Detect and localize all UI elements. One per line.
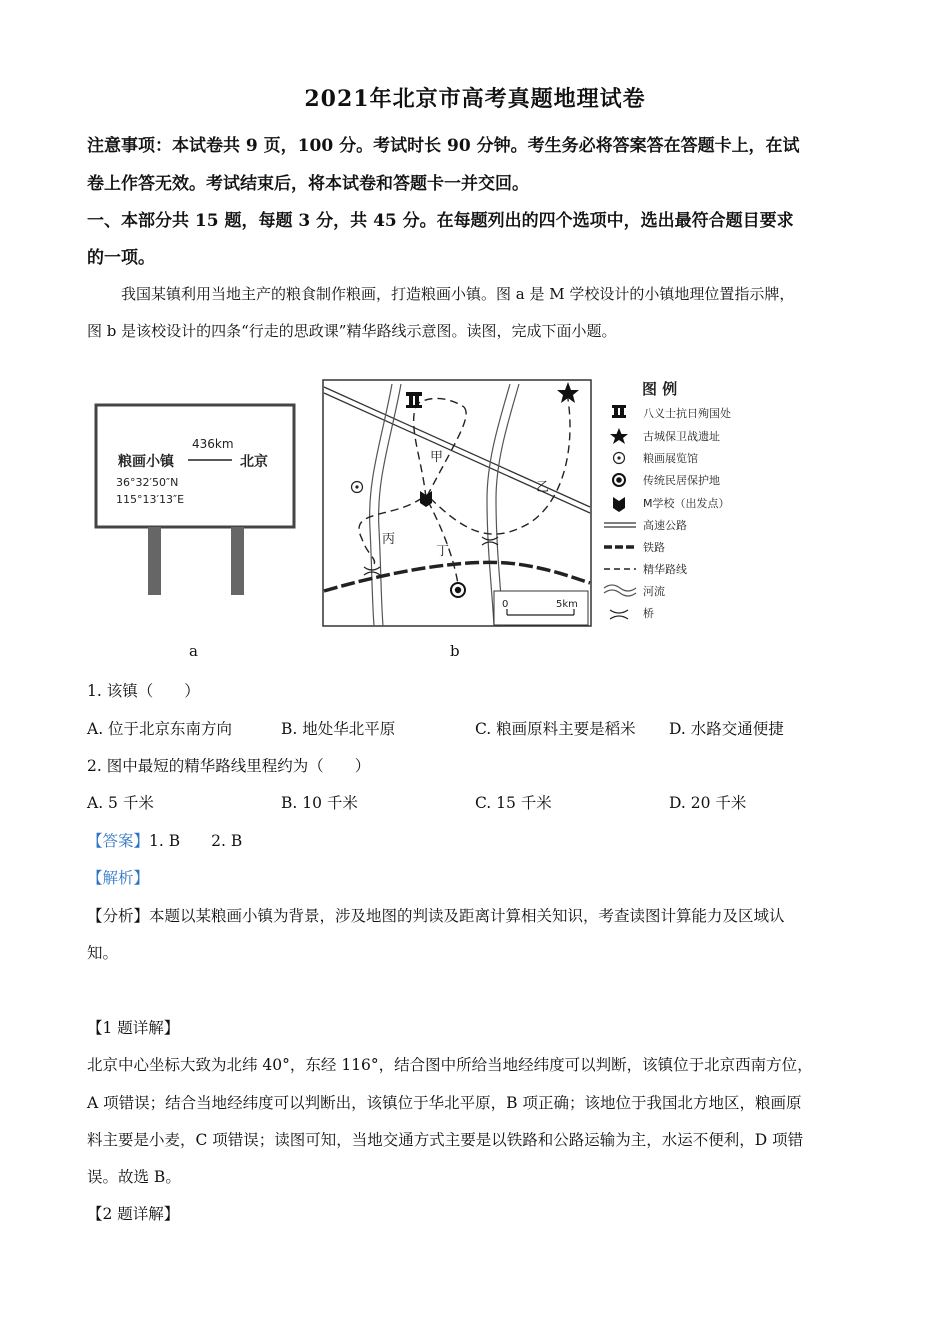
legend-item-3: 传统民居保护地 <box>643 474 720 487</box>
notice-line-2: 卷上作答无效。考试结束后，将本试卷和答题卡一并交回。 <box>87 174 529 194</box>
analysis-label: 【解析】 <box>87 869 150 887</box>
route-label-jia: 甲 <box>430 450 444 465</box>
legend-item-5: 高速公路 <box>643 519 687 532</box>
scale-end-label: 5km <box>556 599 578 610</box>
q2-option-c: C. 15 千米 <box>475 794 552 812</box>
figure-b-caption: b <box>450 642 460 660</box>
legend-item-2: 粮画展览馆 <box>643 452 698 465</box>
legend-bridge-icon <box>610 610 628 619</box>
figure-a-signpost <box>90 400 300 600</box>
legend-martyrs-memorial-icon <box>612 405 626 418</box>
page-title: 2021年北京市高考真题地理试卷 <box>304 86 646 112</box>
detail-2-heading: 【2 题详解】 <box>87 1205 180 1223</box>
sign-longitude: 115°13′13″E <box>116 493 185 506</box>
answer-line <box>87 829 242 851</box>
q1-option-a: A. 位于北京东南方向 <box>87 720 233 738</box>
detail-1-heading: 【1 题详解】 <box>87 1019 180 1037</box>
legend-item-4: M学校（出发点） <box>643 497 730 510</box>
scale-start-label: 0 <box>502 599 509 610</box>
traditional-dwelling-icon <box>451 583 465 597</box>
route-label-yi: 乙 <box>536 480 550 495</box>
legend-item-0: 八义士抗日殉国处 <box>643 407 731 420</box>
detail-1-line-3: 料主要是小麦，C 项错误；读图可知，当地交通方式主要是以铁路和公路运输为主，水运不便利，D 项错 <box>87 1131 804 1149</box>
figure-b-map <box>322 379 592 627</box>
legend-title: 图 例 <box>642 380 678 398</box>
q1-option-c: C. 粮画原料主要是稻米 <box>475 720 636 738</box>
sign-latitude: 36°32′50″N <box>116 476 179 489</box>
analysis-line-1: 【分析】本题以某粮画小镇为背景，涉及地图的判读及距离计算相关知识，考查读图计算能力及区域认 <box>87 907 785 925</box>
legend-dwelling-icon <box>613 474 625 486</box>
notice-line-1: 注意事项：本试卷共 9 页，100 分。考试时长 90 分钟。考生务必将答案答在答题卡上，在试 <box>87 136 800 156</box>
detail-1-line-4: 误。故选 B。 <box>87 1168 181 1186</box>
analysis-line-2: 知。 <box>87 944 119 962</box>
legend-star-icon <box>610 428 628 444</box>
q2-option-a: A. 5 千米 <box>87 794 154 812</box>
legend-item-8: 河流 <box>643 585 665 598</box>
map-legend <box>600 376 760 626</box>
detail-1-line-1: 北京中心坐标大致为北纬 40°，东经 116°，结合图中所给当地经纬度可以判断，该镇位于北京西南方位， <box>87 1056 813 1074</box>
legend-item-7: 精华路线 <box>643 563 687 576</box>
sign-post-left <box>148 527 161 595</box>
sign-distance: 436km <box>192 437 234 451</box>
legend-river-icon <box>604 585 636 596</box>
intro-line-2: 图 b 是该校设计的四条“行走的思政课”精华路线示意图。读图，完成下面小题。 <box>87 322 617 340</box>
q2-option-d: D. 20 千米 <box>669 794 747 812</box>
q1-option-d: D. 水路交通便捷 <box>669 720 784 738</box>
legend-item-9: 桥 <box>643 607 654 620</box>
section-header-line-2: 的一项。 <box>87 248 155 268</box>
question-1-stem: 1. 该镇（ ） <box>87 682 200 700</box>
sign-city: 北京 <box>240 454 268 470</box>
q2-option-b: B. 10 千米 <box>281 794 358 812</box>
figure-a-caption: a <box>189 642 198 660</box>
answer-label: 【答案】 <box>87 832 150 850</box>
legend-gallery-icon <box>614 453 625 464</box>
q1-option-b: B. 地处华北平原 <box>281 720 396 738</box>
grain-painting-gallery-icon <box>352 482 363 493</box>
sign-post-right <box>231 527 244 595</box>
legend-item-6: 铁路 <box>643 541 665 554</box>
detail-1-line-2: A 项错误；结合当地经纬度可以判断出，该镇位于华北平原，B 项正确；该地位于我国北方地区，粮画原 <box>87 1094 802 1112</box>
legend-highway-icon <box>604 523 636 527</box>
question-2-stem: 2. 图中最短的精华路线里程约为（ ） <box>87 757 371 775</box>
legend-school-icon <box>613 497 625 512</box>
route-label-bing: 丙 <box>382 532 396 547</box>
section-header-line-1: 一、本部分共 15 题，每题 3 分，共 45 分。在每题列出的四个选项中，选出最符合题目要求 <box>87 211 794 231</box>
route-label-ding: 丁 <box>436 544 450 559</box>
intro-line-1: 我国某镇利用当地主产的粮食制作粮画，打造粮画小镇。图 a 是 M 学校设计的小镇地理位置指示牌， <box>121 285 795 303</box>
answer-text: 1. B 2. B <box>149 832 243 850</box>
legend-item-1: 古城保卫战遗址 <box>643 430 720 443</box>
sign-place: 粮画小镇 <box>118 454 174 470</box>
